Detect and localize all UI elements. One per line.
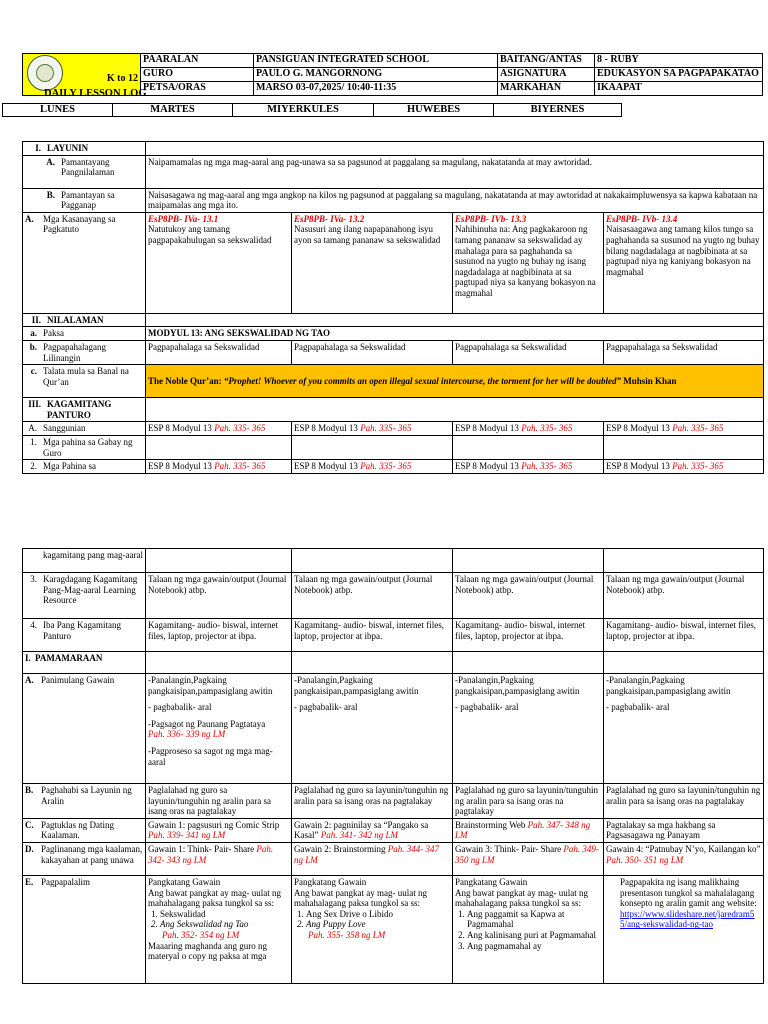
pagpapalalim-4: Pagpapakita ng isang malikhaing presentason tungkol sa mahalalagang konsepto ng aralin gamit ang website: https://www.slideshare.net/jaredram55/ang-sekswalidad-ng-tao [604, 876, 764, 984]
label-pamantayang-pangnilalaman: A. Pamantayang Pangnilalaman [23, 155, 146, 188]
ref-lm-4: ESP 8 Modyul 13 Pah. 335- 365 [604, 460, 764, 474]
panimulang-2: -Panalangin,Pagkaing pangkaisipan,pampasiglang awitin - pagbabalik- aral [292, 674, 453, 784]
label-karagdagang-kagamitan: 3. Karagdagang Kagamitang Pang-Mag-aaral Learning Resource [23, 573, 146, 619]
ref-lm-3: ESP 8 Modyul 13 Pah. 335- 365 [453, 460, 604, 474]
label-sanggunian: A. Sanggunian [23, 422, 146, 436]
day-lunes: LUNES [3, 104, 113, 117]
ref-4: ESP 8 Modyul 13 Pah. 335- 365 [604, 422, 764, 436]
day-miyerkules: MIYERKULES [233, 104, 374, 117]
value-baitang: 8 - RUBY [595, 54, 763, 68]
karagdagan-4: Talaan ng mga gawain/output (Journal Notebook) atbp. [604, 573, 764, 619]
deped-seal-icon [27, 55, 63, 91]
value-asignatura: EDUKASYON SA PAGPAPAKATAO [595, 68, 763, 82]
label-paaralan: PAARALAN [141, 54, 254, 68]
label-paghahabi: B. Paghahabi sa Layunin ng Aralin [23, 784, 146, 819]
label-baitang: BAITANG/ANTAS [498, 54, 595, 68]
label-asignatura: ASIGNATURA [498, 68, 595, 82]
label-pagpapahalagang-lilinangin: b. Pagpapahalagang Lilinangin [23, 341, 146, 365]
paglinang-4: Gawain 4: “Patnubay N’yo, Kailangan ko” Pah. 350- 351 ng LM [604, 843, 764, 876]
paghahabi-1: Paglalahad ng guro sa layunin/tunguhin ng aralin para sa isang oras na pagtalakay [146, 784, 292, 819]
panimulang-4: -Panalangin,Pagkaing pangkaisipan,pampasiglang awitin - pagbabalik- aral [604, 674, 764, 784]
value-pl-1: Pagpapahalaga sa Sekswalidad [146, 341, 292, 365]
label-markahan: MARKAHAN [498, 82, 595, 96]
pagtuklas-4: Pagtalakay sa mga hakbang sa Pagsasagawa ng Panayam [604, 818, 764, 842]
label-pagpapalalim: E. Pagpapalalim [23, 876, 146, 984]
paglinang-3: Gawain 3: Think- Pair- Share Pah. 349- 350 ng LM [453, 843, 604, 876]
section-pamamaraan: I. PAMAMARAAN [23, 652, 146, 674]
panimulang-3: -Panalangin,Pagkaing pangkaisipan,pampasiglang awitin - pagbabalik- aral [453, 674, 604, 784]
label-guro: GURO [141, 68, 254, 82]
label-paksa: a. Paksa [23, 327, 146, 341]
paghahabi-4: Paglalahad ng guro sa layunin/tunguhin ng aralin para sa isang oras na pagtalakay [604, 784, 764, 819]
days-row [2, 103, 622, 117]
pagpapalalim-3: Pangkatang Gawain Ang bawat pangkat ay mag- uulat ng mahahalagang paksa tungkol sa ss: 1. Ang paggamit sa Kapwa at Pagmamahal 2. Ang kalinisang puri at Pagmamahal 3. Ang pagmamahal ay [453, 876, 604, 984]
text-paksa: MODYUL 13: ANG SEKSWALIDAD NG TAO [146, 327, 764, 341]
section-layunin: I. LAYUNIN [23, 142, 146, 156]
karagdagan-1: Talaan ng mga gawain/output (Journal Notebook) atbp. [146, 573, 292, 619]
pagpapalalim-1: Pangkatang Gawain Ang bawat pangkat ay mag- uulat ng mahahalagang paksa tungkol sa ss: 1. Sekswalidad 2. Ang Sekswalidad ng Tao Pah. 352- 354 ng LM Maaaring maghanda ang guro ng materyal o copy ng paksa at mga [146, 876, 292, 984]
day-martes: MARTES [113, 104, 233, 117]
value-petsa: MARSO 03-07,2025/ 10:40-11:35 [254, 82, 498, 96]
value-paaralan: PANSIGUAN INTEGRATED SCHOOL [254, 54, 498, 68]
value-pl-2: Pagpapahalaga sa Sekswalidad [292, 341, 453, 365]
pagtuklas-2: Gawain 2: pagninilay sa “Pangako sa Kasal” Pah. 341- 342 ng LM [292, 818, 453, 842]
label-gabay-ng-guro: 1. Mga pahina sa Gabay ng Guro [23, 436, 146, 460]
label-panimulang-gawain: A. Panimulang Gawain [23, 674, 146, 784]
pagtuklas-1: Gawain 1: pagsusuri ng Comic Strip Pah. 339- 341 ng LM [146, 818, 292, 842]
label-talata-quran: c. Talata mula sa Banal na Qur’an [23, 365, 146, 398]
text-pamantayan-sa-pagganap: Naisasagawa ng mag-aaral ang mga angkop na kilos ng pagsunod at paggalang sa magulang, nakatatanda at may awtoridad at nakakaimpluwensya sa kapwa kabataan na maipamalas ang mga ito. [146, 188, 764, 212]
ref-1: ESP 8 Modyul 13 Pah. 335- 365 [146, 422, 292, 436]
ref-lm-2: ESP 8 Modyul 13 Pah. 335- 365 [292, 460, 453, 474]
paglinang-1: Gawain 1: Think- Pair- Share Pah. 342- 343 ng LM [146, 843, 292, 876]
lesson-table-page-1 [22, 141, 764, 474]
competency-3: EsP8PB- IVb- 13.3 Nahihinuha na: Ang pagkakaroon ng tamang pananaw sa sekswalidad ay mahalaga para sa paghahanda sa susunod na yugto ng buhay ng isang nagdadalaga at nagbibinata at sa pagtupad niya sa kanyang bokasyon na magmahal [453, 212, 604, 313]
day-huwebes: HUWEBES [374, 104, 494, 117]
label-iba-pang-kagamitan: 4. Iba Pang Kagamitang Panturo [23, 619, 146, 652]
karagdagan-2: Talaan ng mga gawain/output (Journal Notebook) atbp. [292, 573, 453, 619]
value-pl-4: Pagpapahalaga sa Sekswalidad [604, 341, 764, 365]
label-pagtuklas: C. Pagtuklas ng Dating Kaalaman. [23, 818, 146, 842]
section-nilalaman: II. NILALAMAN [23, 313, 146, 327]
iba-1: Kagamitang- audio- biswal, internet files, laptop, projector at ibpa. [146, 619, 292, 652]
iba-4: Kagamitang- audio- biswal, internet files, laptop, projector at ibpa. [604, 619, 764, 652]
panimulang-1: -Panalangin,Pagkaing pangkaisipan,pampasiglang awitin - pagbabalik- aral -Pagsagot ng Paunang Pagtataya Pah. 336- 339 ng LM -Pagproseso sa sagot ng mga mag-aaral [146, 674, 292, 784]
ref-lm-1: ESP 8 Modyul 13 Pah. 335- 365 [146, 460, 292, 474]
iba-3: Kagamitang- audio- biswal, internet files, laptop, projector at ibpa. [453, 619, 604, 652]
paghahabi-2: Paglalahad ng guro sa layunin/tunguhin ng aralin para sa isang oras na pagtalakay [292, 784, 453, 819]
pagpapalalim-2: Pangkatang Gawain Ang bawat pangkat ay mag- uulat ng mahahalagang paksa tungkol sa ss: 1. Ang Sex Drive o Libido 2. Ang Puppy Love Pah. 355- 358 ng LM [292, 876, 453, 984]
slideshare-link[interactable]: https://www.slideshare.net/jaredram55/ang-sekswalidad-ng-tao [620, 908, 755, 930]
paghahabi-3: Paglalahad ng guro sa layunin/tunguhin ng aralin para sa isang oras na pagtalakay [453, 784, 604, 819]
k-to-12-label: K to 12 [106, 73, 138, 84]
iba-2: Kagamitang- audio- biswal, internet files, laptop, projector at ibpa. [292, 619, 453, 652]
text-pamantayang-pangnilalaman: Naipamamalas ng mga mag-aaral ang pag-unawa sa sa pagsunod at paggalang sa magulang, nakatatanda at may awtoridad. [146, 155, 764, 188]
value-pl-3: Pagpapahalaga sa Sekswalidad [453, 341, 604, 365]
paglinang-2: Gawain 2: Brainstorming Pah. 344- 347 ng LM [292, 843, 453, 876]
karagdagan-3: Talaan ng mga gawain/output (Journal Notebook) atbp. [453, 573, 604, 619]
label-paglinang: D. Paglinanang mga kaalaman, kakayahan at pang unawa [23, 843, 146, 876]
label-kagamitang-pang-mag-aaral: kagamitang pang mag-aaral [23, 549, 146, 573]
value-markahan: IKAAPAT [595, 82, 763, 96]
daily-lesson-log-title: DAILY LESSON LOG [44, 88, 147, 99]
label-pahina-sa: 2. Mga Pahina sa [23, 460, 146, 474]
quran-verse: The Noble Qur’an: “Prophet! Whoever of you commits an open illegal sexual intercourse, the torment for her will be doubled” Muhsin Khan [146, 365, 764, 398]
ref-2: ESP 8 Modyul 13 Pah. 335- 365 [292, 422, 453, 436]
lesson-table-page-2 [22, 548, 764, 984]
section-kagamitan: III. KAGAMITANG PANTURO [23, 398, 146, 422]
competency-4: EsP8PB- IVb- 13.4 Naisasaagawa ang tamang kilos tungo sa paghahanda sa susunod na yugto ng buhay bilang nagdadalaga at nagbibinata at sa pagtupad niya ng kaniyang bokasyon na magmahal [604, 212, 764, 313]
competency-2: EsP8PB- IVa- 13.2 Nasusuri ang ilang napapanahong isyu ayon sa tamang pananaw sa sekswalidad [292, 212, 453, 313]
pagtuklas-3: Brainstorming Web Pah. 347- 348 ng LM [453, 818, 604, 842]
label-pamantayan-sa-pagganap: B. Pamantayan sa Pagganap [23, 188, 146, 212]
ref-3: ESP 8 Modyul 13 Pah. 335- 365 [453, 422, 604, 436]
day-biyernes: BIYERNES [494, 104, 622, 117]
label-petsa: PETSA/ORAS [141, 82, 254, 96]
competency-1: EsP8PB- IVa- 13.1 Natutukoy ang tamang pagpapakahulugan sa sekswalidad [146, 212, 292, 313]
value-guro: PAULO G. MANGORNONG [254, 68, 498, 82]
label-kasanayang-pagkatuto: A. Mga Kasanayang sa Pagkatuto [23, 212, 146, 313]
